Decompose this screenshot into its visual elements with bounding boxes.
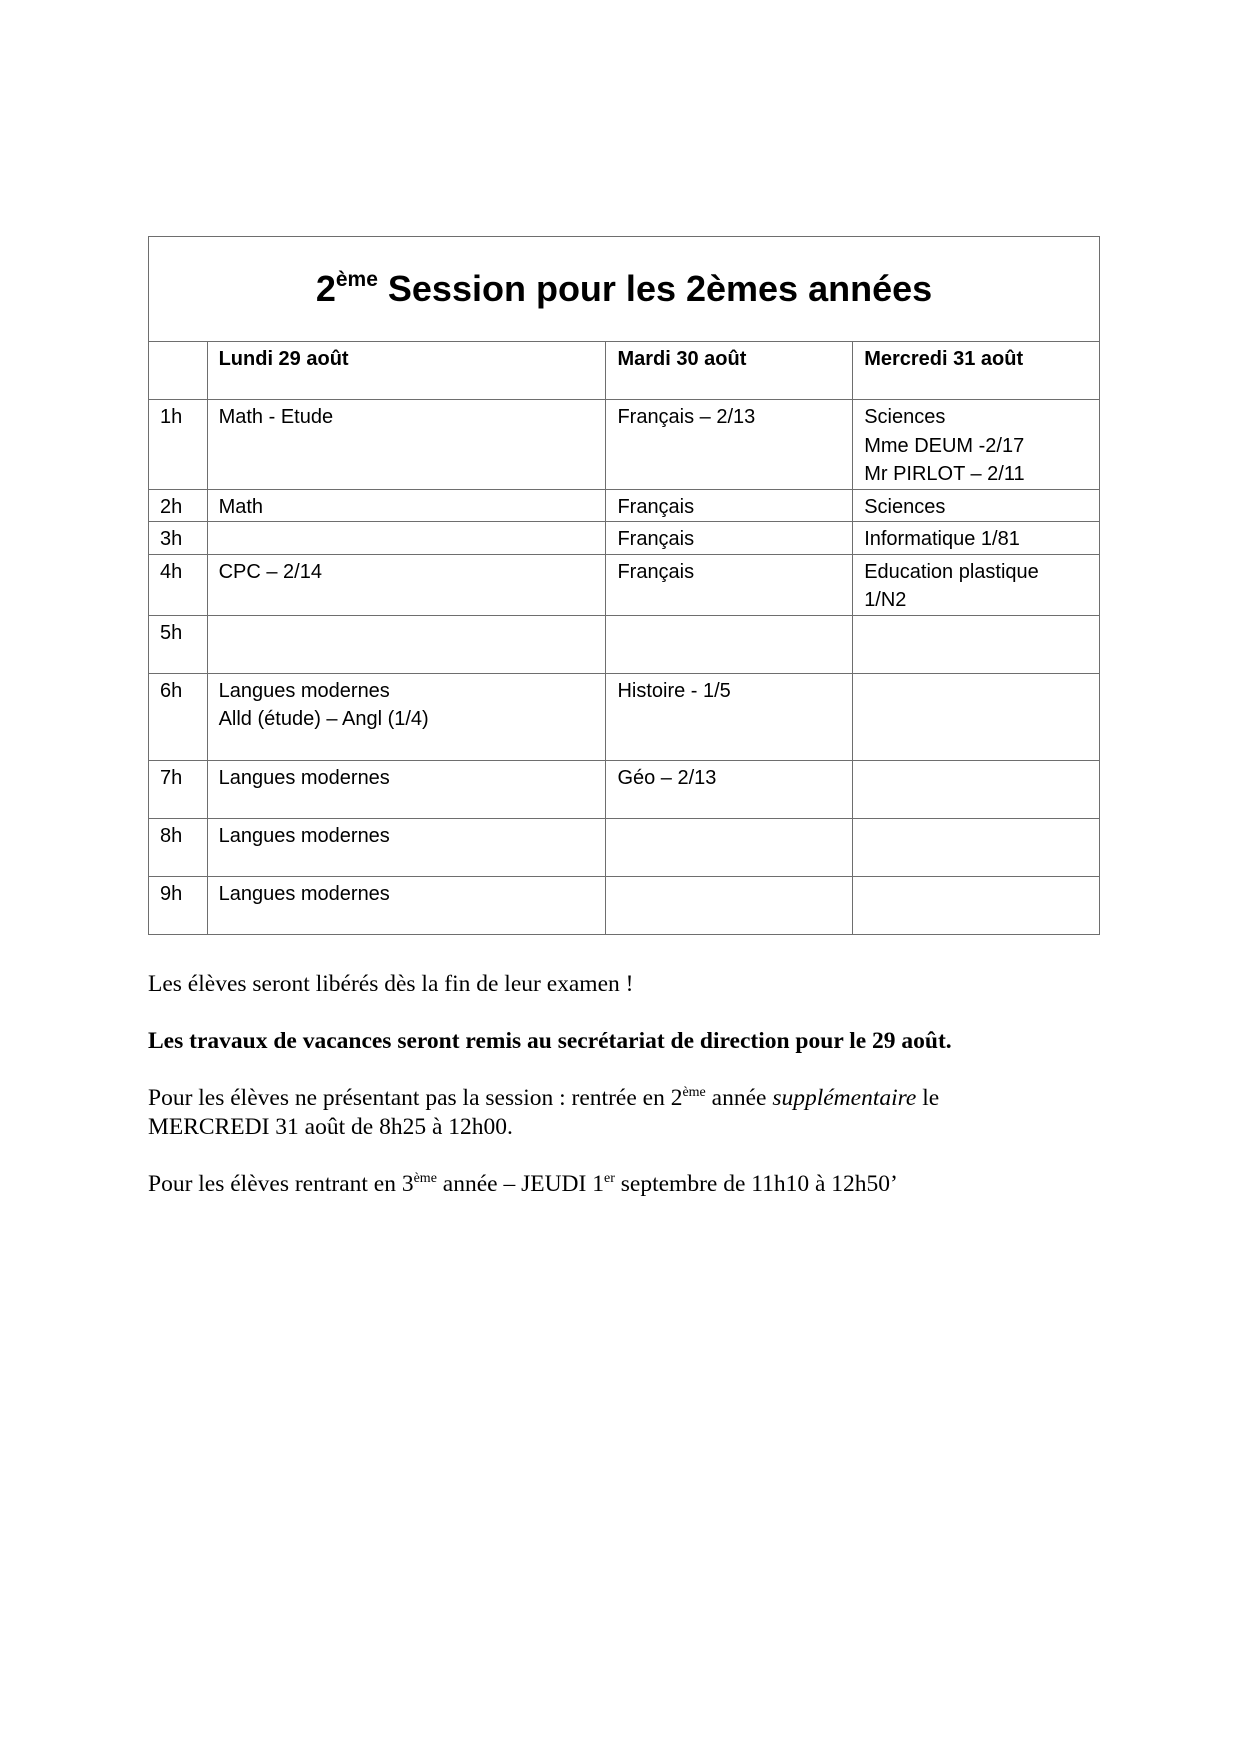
title-rest: Session pour les 2èmes années xyxy=(377,268,933,309)
title-superscript: ème xyxy=(335,268,378,291)
note-italic: supplémentaire xyxy=(772,1085,917,1111)
hour-cell: 7h xyxy=(149,760,208,818)
lundi-cell xyxy=(207,818,606,876)
mardi-cell xyxy=(606,615,853,673)
lundi-cell xyxy=(207,554,606,615)
lundi-cell xyxy=(207,615,606,673)
cell-line: Géo – 2/13 xyxy=(617,766,717,789)
mardi-cell xyxy=(606,489,853,522)
schedule-title xyxy=(149,237,1100,342)
cell-line: Informatique 1/81 xyxy=(864,528,1020,550)
hour-cell: 8h xyxy=(149,818,208,876)
hour-cell: 9h xyxy=(149,876,208,934)
cell-line: Sciences xyxy=(864,406,946,428)
cell-line: Alld (étude) – Angl (1/4) xyxy=(218,708,429,730)
cell-line: Langues modernes xyxy=(218,824,390,847)
cell-line: 1/N2 xyxy=(864,589,907,611)
schedule-body xyxy=(149,400,1100,935)
lundi-cell xyxy=(207,489,606,522)
schedule-table xyxy=(148,236,1100,935)
lundi-cell xyxy=(207,522,606,555)
mercredi-cell xyxy=(853,554,1100,615)
cell-line: Langues modernes xyxy=(218,882,390,905)
mercredi-cell xyxy=(853,818,1100,876)
hour-cell: 4h xyxy=(149,554,208,615)
header-mardi: Mardi 30 août xyxy=(606,342,853,400)
note-superscript: er xyxy=(603,1171,615,1186)
note-text: Pour les élèves rentrant en 3 xyxy=(148,1171,414,1197)
lundi-cell xyxy=(207,400,606,490)
note-troisieme xyxy=(148,1170,1108,1199)
hour-cell: 2h xyxy=(149,489,208,522)
note-text: MERCREDI 31 août de 8h25 à 12h00. xyxy=(148,1114,513,1140)
note-text: année xyxy=(705,1085,773,1111)
cell-line: Français xyxy=(617,528,695,550)
table-row xyxy=(149,615,1100,673)
table-row xyxy=(149,876,1100,934)
table-row xyxy=(149,489,1100,522)
cell-line: Sciences xyxy=(864,495,946,518)
table-row xyxy=(149,818,1100,876)
note-liberation: Les élèves seront libérés dès la fin de leur examen ! xyxy=(148,971,634,997)
mercredi-cell xyxy=(853,522,1100,555)
note-text: le xyxy=(916,1085,940,1111)
table-row xyxy=(149,400,1100,490)
cell-line: Langues modernes xyxy=(218,766,390,789)
mercredi-cell xyxy=(853,760,1100,818)
lundi-cell xyxy=(207,673,606,760)
note-travaux-text: Les travaux de vacances seront remis au secrétariat de direction pour le 29 août. xyxy=(148,1028,952,1054)
cell-line: Math - Etude xyxy=(218,406,334,428)
mardi-cell xyxy=(606,760,853,818)
mercredi-cell xyxy=(853,673,1100,760)
note-text: septembre de 11h10 à 12h50’ xyxy=(614,1171,898,1197)
cell-line: Histoire - 1/5 xyxy=(617,679,731,702)
hour-cell: 3h xyxy=(149,522,208,555)
header-mercredi: Mercredi 31 août xyxy=(853,342,1100,400)
note-supplementaire xyxy=(148,1084,1108,1142)
cell-line: Mme DEUM -2/17 xyxy=(864,434,1025,457)
lundi-cell xyxy=(207,760,606,818)
mardi-cell xyxy=(606,400,853,490)
header-lundi: Lundi 29 août xyxy=(207,342,606,400)
mercredi-cell xyxy=(853,489,1100,522)
table-row xyxy=(149,522,1100,555)
hour-cell: 6h xyxy=(149,673,208,760)
note-text: Pour les élèves ne présentant pas la session : rentrée en 2 xyxy=(148,1085,683,1111)
table-row xyxy=(149,554,1100,615)
mercredi-cell xyxy=(853,400,1100,490)
cell-line: Mr PIRLOT – 2/11 xyxy=(864,463,1025,485)
mercredi-cell xyxy=(853,615,1100,673)
mardi-cell xyxy=(606,876,853,934)
cell-line: Français – 2/13 xyxy=(617,406,756,428)
mercredi-cell xyxy=(853,876,1100,934)
lundi-cell xyxy=(207,876,606,934)
header-hour xyxy=(149,342,208,400)
title-row xyxy=(149,237,1100,342)
cell-line: Français xyxy=(617,560,695,583)
cell-line: Education plastique xyxy=(864,560,1039,583)
note-travaux xyxy=(148,1027,1108,1056)
hour-cell: 1h xyxy=(149,400,208,490)
cell-line: Math xyxy=(218,495,264,518)
note-text: année – JEUDI 1 xyxy=(436,1171,604,1197)
table-row xyxy=(149,760,1100,818)
title-prefix: 2 xyxy=(315,268,336,309)
note-superscript: ème xyxy=(413,1171,437,1186)
hour-cell: 5h xyxy=(149,615,208,673)
cell-line: CPC – 2/14 xyxy=(218,560,322,583)
cell-line: Français xyxy=(617,495,695,518)
mardi-cell xyxy=(606,818,853,876)
mardi-cell xyxy=(606,522,853,555)
cell-line: Langues modernes xyxy=(218,679,390,702)
table-row xyxy=(149,673,1100,760)
notes xyxy=(148,970,1108,1227)
note-superscript: ème xyxy=(682,1085,706,1100)
header-row xyxy=(149,342,1100,400)
mardi-cell xyxy=(606,554,853,615)
mardi-cell xyxy=(606,673,853,760)
